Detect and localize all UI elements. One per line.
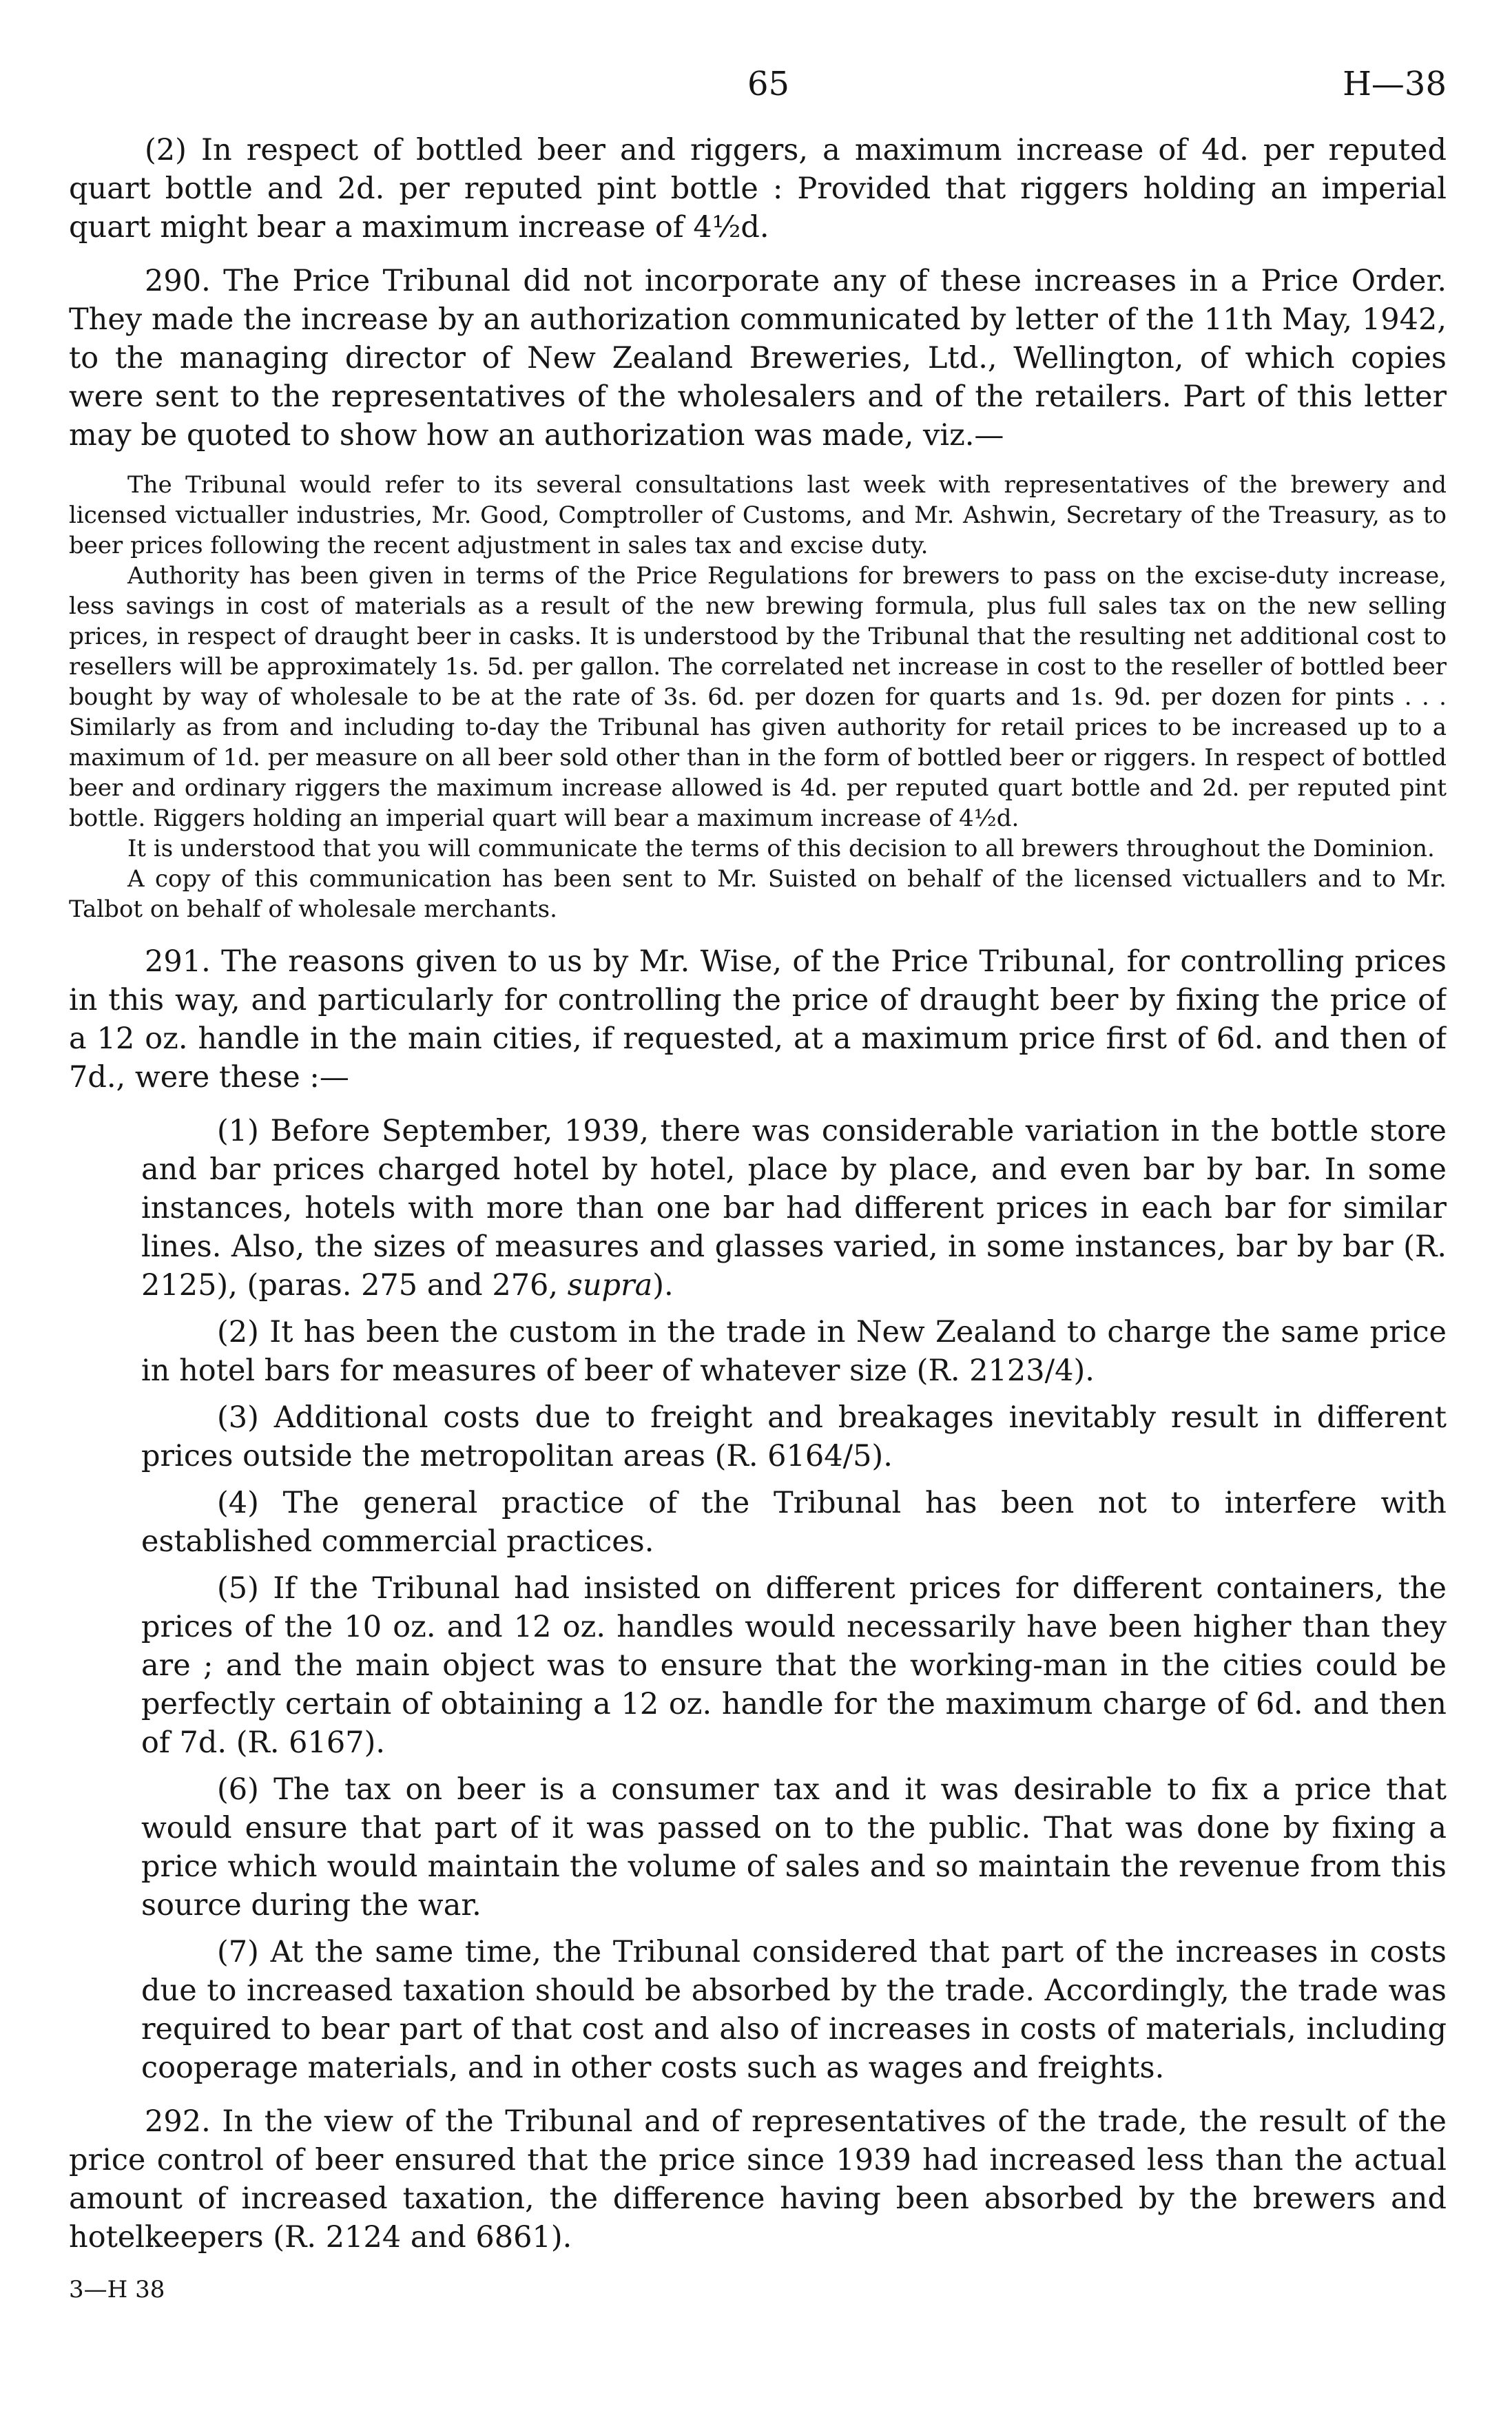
paragraph-292: 292. In the view of the Tribunal and of representatives of the trade, the result of the price control of beer ensured that the price since 1939 had increased less than the actual amount of increased taxation, the difference having been absorbed by the brewers and hotelkeepers (R. 2124 and 6861). — [69, 2104, 1447, 2255]
page-footer-signature: 3—H 38 — [69, 2276, 165, 2303]
reason-2: (2) It has been the custom in the trade in New Zealand to charge the same price in hotel bars for measures of beer of whatever size (R. 2123/4). — [141, 1315, 1447, 1388]
quote-paragraph: Authority has been given in terms of the Price Regulations for brewers to pass on the excise-duty increase, less savings in cost of materials as a result of the new brewing formula, plus full sales tax on the new selling prices, in respect of draught beer in casks. It is understood by the Tribunal that the resulting net additional cost to resellers will be approximately 1s. 5d. per gallon. The correlated net increase in cost to the reseller of bottled beer bought by way of wholesale to be at the rate of 3s. 6d. per dozen for quarts and 1s. 9d. per dozen for pints . . . Similarly as from and including to-day the Tribunal has given authority for retail prices to be increased up to a maximum of 1d. per measure on all beer sold other than in the form of bottled beer or riggers. In respect of bottled beer and ordinary riggers the maximum increase allowed is 4d. per reputed quart bottle and 2d. per reputed pint bottle. Riggers holding an imperial quart will bear a maximum increase of 4½d. — [69, 562, 1447, 832]
reason-1-text: (1) Before September, 1939, there was considerable variation in the bottle store and bar prices charged hotel by hotel, place by place, and even bar by bar. In some instances, hotels with more than one bar had different prices in each bar for similar lines. Also, the sizes of measures and glasses varied, in some instances, bar by bar (R. 2125), (paras. 275 and 276, — [141, 1114, 1447, 1303]
document-page — [69, 55, 1447, 2411]
letter-quotation — [69, 470, 1447, 924]
reason-5: (5) If the Tribunal had insisted on different prices for different containers, the prices of the 10 oz. and 12 oz. handles would necessarily have been higher than they are ; and the main object was to ensure that the working-man in the cities could be perfectly certain of obtaining a 12 oz. handle for the maximum charge of 6d. and then of 7d. (R. 6167). — [141, 1571, 1447, 1760]
reason-4: (4) The general practice of the Tribunal has been not to interfere with established commercial practices. — [141, 1486, 1447, 1559]
reason-3: (3) Additional costs due to freight and breakages inevitably result in different prices outside the metropolitan areas (R. 6164/5). — [141, 1400, 1447, 1473]
quote-paragraph: A copy of this communication has been sent to Mr. Suisted on behalf of the licensed victuallers and to Mr. Talbot on behalf of wholesale merchants. — [69, 865, 1447, 923]
page-number: 65 — [747, 65, 790, 103]
reason-1-end: ). — [652, 1268, 674, 1303]
reason-6: (6) The tax on beer is a consumer tax and it was desirable to fix a price that would ensure that part of it was passed on to the public. That was done by fixing a price which would maintain the volume of sales and so maintain the revenue from this source during the war. — [141, 1772, 1447, 1923]
quote-paragraph: It is understood that you will communicate the terms of this decision to all brewers throughout the Dominion. — [127, 835, 1435, 862]
paragraph-291: 291. The reasons given to us by Mr. Wise, of the Price Tribunal, for controlling prices in this way, and particularly for controlling the price of draught beer by fixing the price of a 12 oz. handle in the main cities, if requested, at a maximum price first of 6d. and then of 7d., were these :— — [69, 944, 1447, 1095]
reason-7: (7) At the same time, the Tribunal considered that part of the increases in costs due to increased taxation should be absorbed by the trade. Accordingly, the trade was required to bear part of that cost and also of increases in costs of materials, including cooperage materials, and in other costs such as wages and freights. — [141, 1935, 1447, 2085]
document-reference: H—38 — [1343, 65, 1447, 103]
reason-1-italic: supra — [567, 1268, 653, 1303]
paragraph-289-item-2: (2) In respect of bottled beer and riggers, a maximum increase of 4d. per reputed quart bottle and 2d. per reputed pint bottle : Provided that riggers holding an imperial quart might bear a maximum increase of 4½d. — [69, 133, 1447, 245]
page-header — [69, 55, 1447, 131]
reasons-list — [69, 1112, 1447, 2087]
quote-paragraph: The Tribunal would refer to its several consultations last week with representatives of the brewery and licensed victualler industries, Mr. Good, Comptroller of Customs, and Mr. Ashwin, Secretary of the Treasury, as to beer prices following the recent adjustment in sales tax and excise duty. — [69, 471, 1447, 559]
reason-1 — [141, 1112, 1447, 1305]
paragraph-290: 290. The Price Tribunal did not incorporate any of these increases in a Price Order. They made the increase by an authorization communicated by letter of the 11th May, 1942, to the managing director of New Zealand Breweries, Ltd., Wellington, of which copies were sent to the representatives of the wholesalers and of the retailers. Part of this letter may be quoted to show how an authorization was made, viz.— — [69, 264, 1447, 453]
